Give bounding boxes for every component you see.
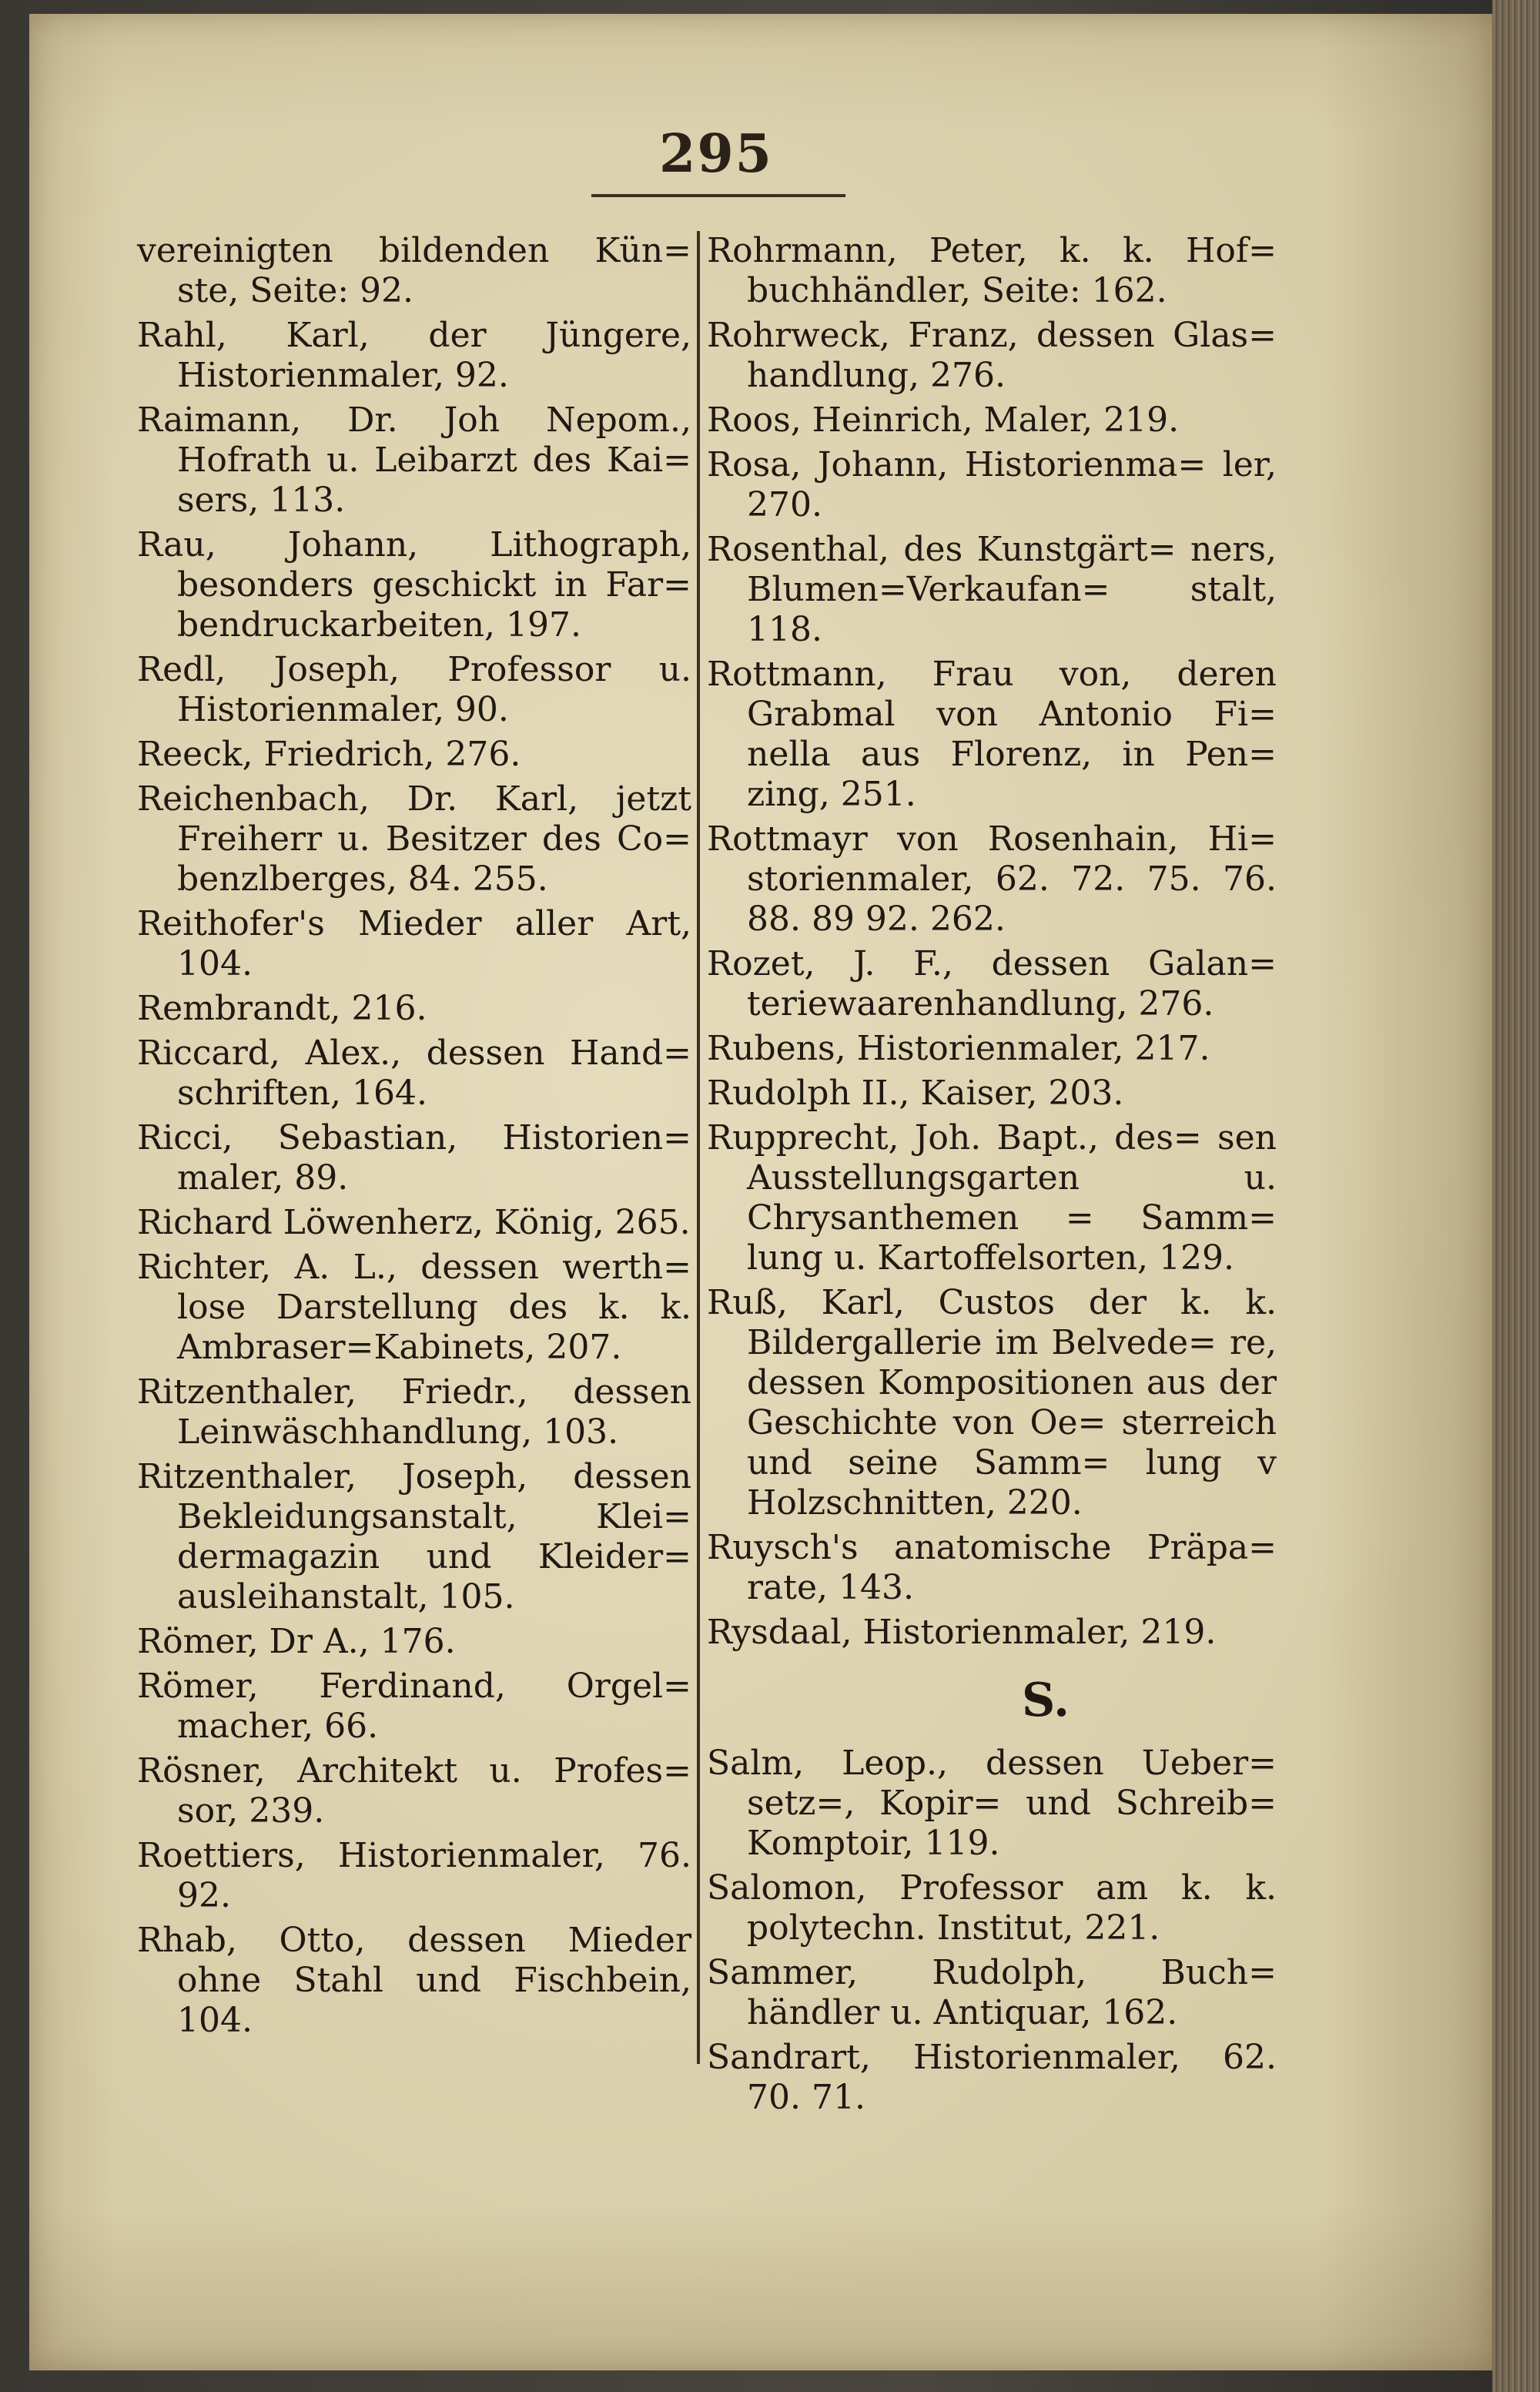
- index-entry: Salomon, Professor am k. k. polytechn. Institut, 221.: [707, 1868, 1277, 1948]
- page-number: 295: [659, 123, 773, 185]
- index-entry: Rubens, Historienmaler, 217.: [707, 1029, 1210, 1068]
- index-entry: Richard Löwenherz, König, 265.: [137, 1203, 691, 1242]
- index-entry: Rosenthal, des Kunstgärt= ners, Blumen=Verkaufan= stalt, 118.: [707, 530, 1277, 649]
- left-column: [137, 231, 691, 2045]
- index-entry: Rudolph II., Kaiser, 203.: [707, 1074, 1124, 1113]
- index-entry: Ritzenthaler, Friedr., dessen Leinwäschhandlung, 103.: [137, 1372, 691, 1452]
- index-entry: Roettiers, Historienmaler, 76. 92.: [137, 1836, 691, 1915]
- index-entry: Roos, Heinrich, Maler, 219.: [707, 400, 1180, 440]
- right-column: [707, 231, 1277, 2122]
- index-entry: Redl, Joseph, Professor u. Historienmaler, 90.: [137, 650, 691, 729]
- index-entry: Rau, Johann, Lithograph, besonders geschickt in Far= bendruckarbeiten, 197.: [137, 525, 691, 645]
- header-rule: [591, 194, 845, 197]
- index-entry: Rottmayr von Rosenhain, Hi= storienmaler, 62. 72. 75. 76. 88. 89 92. 262.: [707, 819, 1277, 939]
- index-entry: Rembrandt, 216.: [137, 989, 427, 1028]
- index-entry: Rottmann, Frau von, deren Grabmal von Antonio Fi= nella aus Florenz, in Pen= zing, 251.: [707, 655, 1277, 814]
- index-entry: Rozet, J. F., dessen Galan= teriewaarenhandlung, 276.: [707, 944, 1277, 1023]
- index-entry: Rysdaal, Historienmaler, 219.: [707, 1613, 1217, 1652]
- index-entry: Rohrweck, Franz, dessen Glas= handlung, 276.: [707, 316, 1277, 395]
- page-edges: [1492, 0, 1540, 2392]
- index-entry: Rahl, Karl, der Jüngere, Historienmaler, 92.: [137, 316, 691, 395]
- index-entry: Rupprecht, Joh. Bapt., des= sen Ausstellungsgarten u. Chrysanthemen = Samm= lung u. Kartoffelsorten, 129.: [707, 1118, 1277, 1278]
- index-entry: Sandrart, Historienmaler, 62. 70. 71.: [707, 2038, 1277, 2117]
- index-entry: Rohrmann, Peter, k. k. Hof= buchhändler, Seite: 162.: [707, 231, 1277, 310]
- index-entry: Salm, Leop., dessen Ueber= setz=, Kopir= und Schreib= Komptoir, 119.: [707, 1744, 1277, 1863]
- index-entry: Raimann, Dr. Joh Nepom., Hofrath u. Leibarzt des Kai= sers, 113.: [137, 400, 691, 520]
- index-entry: Römer, Dr A., 176.: [137, 1622, 456, 1661]
- index-entry: Reithofer's Mieder aller Art, 104.: [137, 904, 691, 983]
- index-entry: Ricci, Sebastian, Historien= maler, 89.: [137, 1118, 691, 1198]
- column-divider: [697, 231, 700, 2064]
- index-entry: Ruß, Karl, Custos der k. k. Bildergallerie im Belvede= re, dessen Kompositionen aus der Geschichte von Oe= sterreich und seine Samm= lung v Holzschnitten, 220.: [707, 1283, 1277, 1523]
- index-entry: Reichenbach, Dr. Karl, jetzt Freiherr u. Besitzer des Co= benzlberges, 84. 255.: [137, 779, 691, 899]
- section-heading-s: S.: [1021, 1673, 1070, 1727]
- index-entry: Rhab, Otto, dessen Mieder ohne Stahl und Fischbein, 104.: [137, 1921, 691, 2040]
- index-entry: Rosa, Johann, Historienma= ler, 270.: [707, 445, 1277, 524]
- index-entry: Richter, A. L., dessen werth= lose Darstellung des k. k. Ambraser=Kabinets, 207.: [137, 1248, 691, 1367]
- index-entry: Römer, Ferdinand, Orgel= macher, 66.: [137, 1667, 691, 1746]
- index-entry: Ruysch's anatomische Präpa= rate, 143.: [707, 1528, 1277, 1607]
- index-entry: Ritzenthaler, Joseph, dessen Bekleidungsanstalt, Klei= dermagazin und Kleider= ausleihanstalt, 105.: [137, 1457, 691, 1616]
- index-entry: vereinigten bildenden Kün= ste, Seite: 92.: [137, 231, 691, 310]
- index-entry: Reeck, Friedrich, 276.: [137, 735, 521, 774]
- index-entry: Sammer, Rudolph, Buch= händler u. Antiquar, 162.: [707, 1953, 1277, 2032]
- index-entry: Riccard, Alex., dessen Hand= schriften, 164.: [137, 1034, 691, 1113]
- index-entry: Rösner, Architekt u. Profes= sor, 239.: [137, 1751, 691, 1831]
